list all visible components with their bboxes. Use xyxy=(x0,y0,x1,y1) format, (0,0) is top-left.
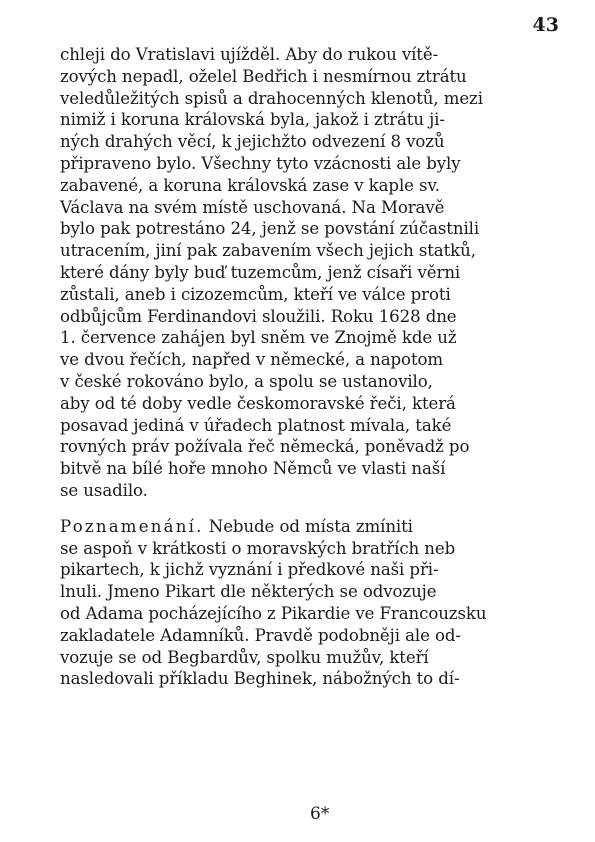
signature-mark: 6* xyxy=(310,804,330,824)
note-line: se aspoň v krátkosti o moravských bratřích neb xyxy=(60,538,456,558)
body-text xyxy=(60,44,538,690)
text-line: posavad jediná v úřadech platnost mívala, také xyxy=(60,415,452,435)
text-line: v české rokováno bylo, a spolu se ustanovilo, xyxy=(60,371,433,391)
text-line: ve dvou řečích, napřed v německé, a napotom xyxy=(60,350,444,370)
text-line: zůstali, aneb i cizozemcům, kteří ve válce proti xyxy=(60,284,451,304)
note-line: lnuli. Jmeno Pikart dle některých se odvozuje xyxy=(60,582,437,602)
text-line: bylo pak potrestáno 24, jenž se povstání zúčastnili xyxy=(60,219,480,239)
text-line: aby od té doby vedle českomoravské řeči, která xyxy=(60,393,456,413)
text-line: rovných práv požívala řeč německá, poněvadž po xyxy=(60,437,470,457)
note-first-line xyxy=(60,516,538,538)
note-line: vozuje se od Begbardův, spolku mužův, kteří xyxy=(60,647,429,667)
note-line: zakladatele Adamníků. Pravdě podobněji ale od- xyxy=(60,625,461,645)
text-line: veledůležitých spisů a drahocenných klenotů, mezi xyxy=(60,88,483,108)
note-line: nasledovali příkladu Beghinek, nábožných to dí- xyxy=(60,669,460,689)
note-line: od Adama pocházejícího z Pikardie ve Francouzsku xyxy=(60,603,487,623)
text-line: 1. července zahájen byl sněm ve Znojmě kde už xyxy=(60,328,457,348)
text-line: odbůjcům Ferdinandovi sloužili. Roku 1628 dne xyxy=(60,306,457,326)
note-line: pikartech, k jichž vyznání i předkové naši při- xyxy=(60,560,439,580)
text-line: ných drahých věcí, k jejichžto odvezení 8 vozů xyxy=(60,132,445,152)
text-line: Václava na svém místě uschovaná. Na Moravě xyxy=(60,197,445,217)
page-number: 43 xyxy=(532,14,559,36)
note-first-line-text: Nebude od místa zmíniti xyxy=(203,516,413,536)
text-line: utracením, jiní pak zabavením všech jejich statků, xyxy=(60,241,476,261)
text-line: připraveno bylo. Všechny tyto vzácnosti ale byly xyxy=(60,153,461,173)
text-line: bitvě na bílé hoře mnoho Němců ve vlasti naší xyxy=(60,459,446,479)
text-line: chleji do Vratislavi ujížděl. Aby do rukou vítě- xyxy=(60,45,439,64)
text-line: zových nepadl, oželel Bedřich i nesmírnou ztrátu xyxy=(60,66,467,86)
text-line: nimiž i koruna královská byla, jakož i ztrátu ji- xyxy=(60,110,445,130)
text-line: které dány byly buď tuzemcům, jenž císaři věrni xyxy=(60,262,461,282)
text-line: zabavené, a koruna královská zase v kaple sv. xyxy=(60,175,440,195)
note-heading: Poznamenání. xyxy=(60,516,204,536)
text-line: se usadilo. xyxy=(60,480,148,500)
